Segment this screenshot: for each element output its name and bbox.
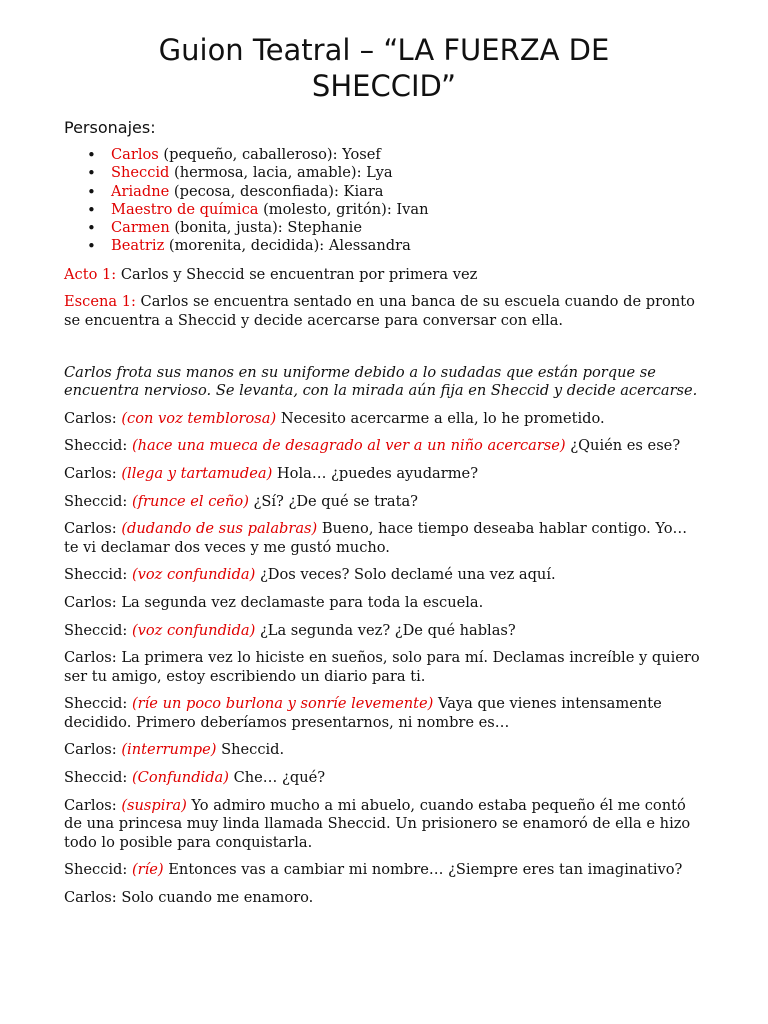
stage-cue: (voz confundida) [131, 621, 256, 639]
stage-cue: (suspira) [121, 796, 187, 814]
line-text: Che… ¿qué? [228, 769, 326, 787]
line-text: ¿Sí? ¿De qué se trata? [248, 492, 419, 510]
line-text: Sheccid. [216, 741, 285, 759]
dialogue-line [64, 520, 704, 557]
dialogue-line [64, 741, 704, 760]
dialogue [64, 410, 704, 908]
dialogue-line [64, 797, 704, 853]
stage-direction: Carlos frota sus manos en su uniforme debido a lo sudadas que están porque se encuentra nervioso. Se levanta, con la mirada aún fija en Sheccid y decide acercarse. [64, 363, 698, 400]
line-text: La primera vez lo hiciste en sueños, solo para mí. Declamas increíble y quiero ser tu amigo, estoy escribiendo un diario para ti. [64, 649, 700, 685]
cast-list [64, 146, 704, 256]
speaker: Carlos: [64, 889, 117, 907]
stage-cue: (hace una mueca de desagrado al ver a un niño acercarse) [131, 437, 566, 455]
speaker: Sheccid: [64, 695, 128, 713]
stage-cue: (ríe) [131, 861, 164, 879]
acto-label: Acto 1: [64, 265, 117, 283]
stage-cue: (dudando de sus palabras) [121, 520, 318, 538]
dialogue-line [64, 622, 704, 641]
cast-desc: (pequeño, caballeroso): Yosef [158, 146, 381, 163]
acto-text: Carlos y Sheccid se encuentran por primera vez [116, 265, 478, 283]
line-text: Yo admiro mucho a mi abuelo, cuando estaba pequeño él me contó de una princesa muy linda llamada Sheccid. Un prisionero se enamoró de ella e hizo todo lo posible para conquistarla. [64, 796, 691, 851]
stage-cue: (ríe un poco burlona y sonríe levemente) [131, 695, 434, 713]
stage-cue: (llega y tartamudea) [121, 464, 273, 482]
line-text: ¿Quién es ese? [565, 437, 681, 455]
stage-cue: (Confundida) [131, 769, 229, 787]
speaker: Sheccid: [64, 437, 128, 455]
speaker: Carlos: [64, 741, 117, 759]
speaker: Carlos: [64, 796, 117, 814]
cast-name: Carlos [111, 146, 159, 163]
dialogue-line [64, 649, 704, 686]
line-text: Vaya que vienes intensamente decidido. Primero deberíamos presentarnos, ni nombre es… [64, 695, 662, 731]
dialogue-line [64, 695, 704, 732]
cast-name: Ariadne [111, 182, 170, 200]
speaker: Sheccid: [64, 621, 128, 639]
document-title: Guion Teatral – “LA FUERZA DE SHECCID” [158, 33, 610, 103]
escena-line [64, 293, 704, 330]
speaker: Carlos: [64, 464, 117, 482]
cast-item [87, 237, 704, 255]
dialogue-line [64, 594, 704, 613]
stage-cue: (frunce el ceño) [131, 492, 249, 510]
speaker: Sheccid: [64, 769, 128, 787]
personajes-heading: Personajes: [64, 118, 156, 137]
cast-desc: (bonita, justa): Stephanie [169, 219, 362, 237]
line-text: Entonces vas a cambiar mi nombre… ¿Siempre eres tan imaginativo? [163, 861, 683, 879]
acto-line [64, 266, 704, 285]
cast-name: Maestro de química [111, 200, 259, 218]
speaker: Sheccid: [64, 861, 128, 879]
cast-desc: (pecosa, desconfiada): Kiara [169, 182, 384, 200]
cast-item [87, 201, 704, 219]
line-text: Necesito acercarme a ella, lo he prometido. [276, 409, 605, 427]
cast-item [87, 146, 704, 164]
dialogue-line [64, 861, 704, 880]
stage-cue: (con voz temblorosa) [121, 409, 277, 427]
line-text: Solo cuando me enamoro. [116, 889, 314, 907]
cast-item [87, 183, 704, 201]
cast-name: Beatriz [111, 237, 165, 255]
cast-item [87, 164, 704, 182]
cast-desc: (morenita, decidida): Alessandra [164, 237, 411, 255]
cast-item [87, 219, 704, 237]
cast-name: Carmen [111, 219, 170, 237]
escena-text: Carlos se encuentra sentado en una banca de su escuela cuando de pronto se encuentra a Sheccid y decide acercarse para conversar con ella. [64, 293, 695, 329]
line-text: ¿La segunda vez? ¿De qué hablas? [255, 621, 516, 639]
line-text: ¿Dos veces? Solo declamé una vez aquí. [255, 566, 556, 584]
dialogue-line [64, 769, 704, 788]
cast-desc: (molesto, gritón): Ivan [258, 200, 429, 218]
dialogue-line [64, 566, 704, 585]
speaker: Sheccid: [64, 492, 128, 510]
dialogue-line [64, 493, 704, 512]
dialogue-line [64, 889, 704, 908]
dialogue-line [64, 465, 704, 484]
escena-label: Escena 1: [64, 293, 136, 311]
cast-name: Sheccid [111, 164, 170, 182]
speaker: Sheccid: [64, 566, 128, 584]
line-text: Hola… ¿puedes ayudarme? [272, 464, 479, 482]
stage-cue: (interrumpe) [121, 741, 217, 759]
speaker: Carlos: [64, 520, 117, 538]
line-text: Bueno, hace tiempo deseaba hablar contigo. Yo… te vi declamar dos veces y me gustó mucho. [64, 520, 688, 556]
stage-cue: (voz confundida) [131, 566, 256, 584]
speaker: Carlos: [64, 593, 117, 611]
dialogue-line [64, 437, 704, 456]
speaker: Carlos: [64, 409, 117, 427]
line-text: La segunda vez declamaste para toda la escuela. [116, 593, 484, 611]
dialogue-line [64, 410, 704, 429]
speaker: Carlos: [64, 649, 117, 667]
cast-desc: (hermosa, lacia, amable): Lya [169, 164, 393, 182]
